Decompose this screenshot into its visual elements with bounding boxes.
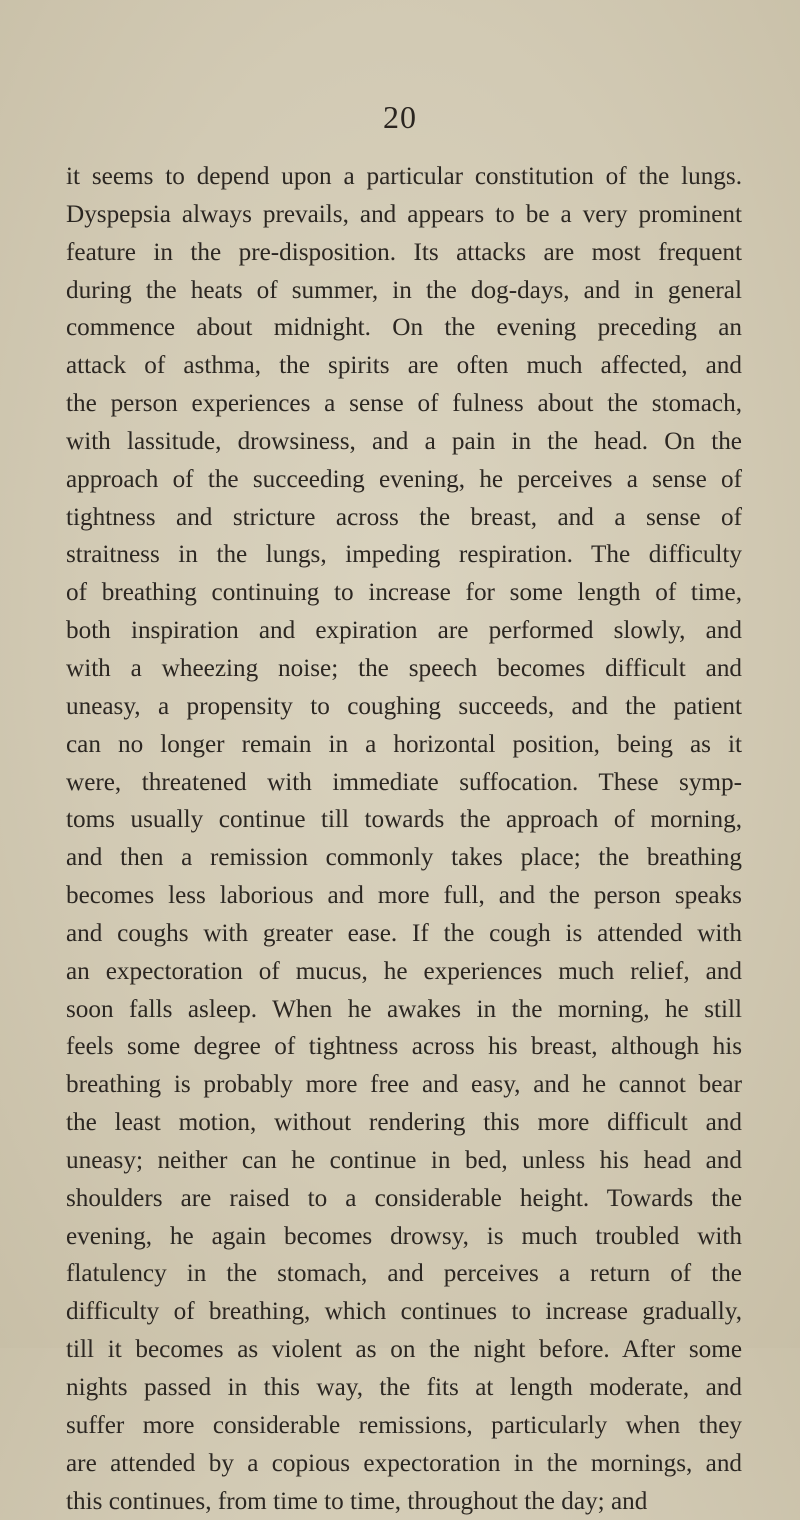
text-line: nights passed in this way, the fits at length moderate, and bbox=[66, 1374, 742, 1401]
text-line: with lassitude, drowsiness, and a pain in the head. On the bbox=[66, 427, 742, 455]
text-line: attack of asthma, the spirits are often much affected, and bbox=[66, 352, 742, 380]
text-line: breathing is probably more free and easy, and he cannot bear bbox=[66, 1071, 742, 1099]
text-line: during the heats of summer, in the dog-days, and in general bbox=[66, 276, 742, 304]
text-line: shoulders are raised to a considerable height. Towards the bbox=[66, 1184, 742, 1212]
text-line: becomes less laborious and more full, and the person speaks bbox=[66, 882, 742, 910]
text-line: with a wheezing noise; the speech becomes difficult and bbox=[66, 654, 742, 682]
text-line: flatulency in the stomach, and perceives a return of the bbox=[66, 1260, 742, 1288]
text-line: Dyspepsia always prevails, and appears to be a very prominent bbox=[66, 200, 742, 228]
text-line: can no longer remain in a horizontal position, being as it bbox=[66, 730, 742, 758]
text-line: an expectoration of mucus, he experiences much relief, and bbox=[66, 957, 742, 985]
text-line: were, threatened with immediate suffocation. These symp- bbox=[66, 768, 742, 796]
text-line: uneasy, a propensity to coughing succeeds, and the patient bbox=[66, 692, 742, 720]
text-line: the least motion, without rendering this more difficult and bbox=[66, 1109, 742, 1137]
text-line: evening, he again becomes drowsy, is much troubled with bbox=[66, 1222, 742, 1250]
text-line: till it becomes as violent as on the night before. After some bbox=[66, 1336, 742, 1364]
text-line: feels some degree of tightness across his breast, although his bbox=[66, 1033, 742, 1061]
page-number: 20 bbox=[383, 99, 417, 135]
text-line: commence about midnight. On the evening preceding an bbox=[66, 314, 742, 342]
text-line: tightness and stricture across the breast, and a sense of bbox=[66, 503, 742, 531]
body-text bbox=[66, 158, 742, 1520]
text-line: toms usually continue till towards the approach of morning, bbox=[66, 806, 742, 834]
text-line: of breathing continuing to increase for some length of time, bbox=[66, 579, 742, 607]
text-line: and then a remission commonly takes place; the breathing bbox=[66, 844, 742, 872]
text-line: it seems to depend upon a particular constitution of the lungs. bbox=[66, 163, 742, 190]
text-line: feature in the pre-disposition. Its attacks are most frequent bbox=[66, 238, 742, 266]
text-line: soon falls asleep. When he awakes in the morning, he still bbox=[66, 995, 742, 1023]
text-line: are attended by a copious expectoration in the mornings, and bbox=[66, 1449, 742, 1477]
text-line: this continues, from time to time, throughout the day; and bbox=[66, 1487, 648, 1515]
text-line: uneasy; neither can he continue in bed, unless his head and bbox=[66, 1146, 742, 1174]
text-line: approach of the succeeding evening, he perceives a sense of bbox=[66, 465, 742, 493]
text-line: suffer more considerable remissions, particularly when they bbox=[66, 1411, 742, 1439]
text-line: and coughs with greater ease. If the cough is attended with bbox=[66, 919, 742, 947]
text-line: the person experiences a sense of fulness about the stomach, bbox=[66, 390, 742, 418]
text-line: both inspiration and expiration are performed slowly, and bbox=[66, 617, 742, 645]
text-line: difficulty of breathing, which continues to increase gradually, bbox=[66, 1298, 742, 1326]
text-line: straitness in the lungs, impeding respiration. The difficulty bbox=[66, 541, 742, 569]
